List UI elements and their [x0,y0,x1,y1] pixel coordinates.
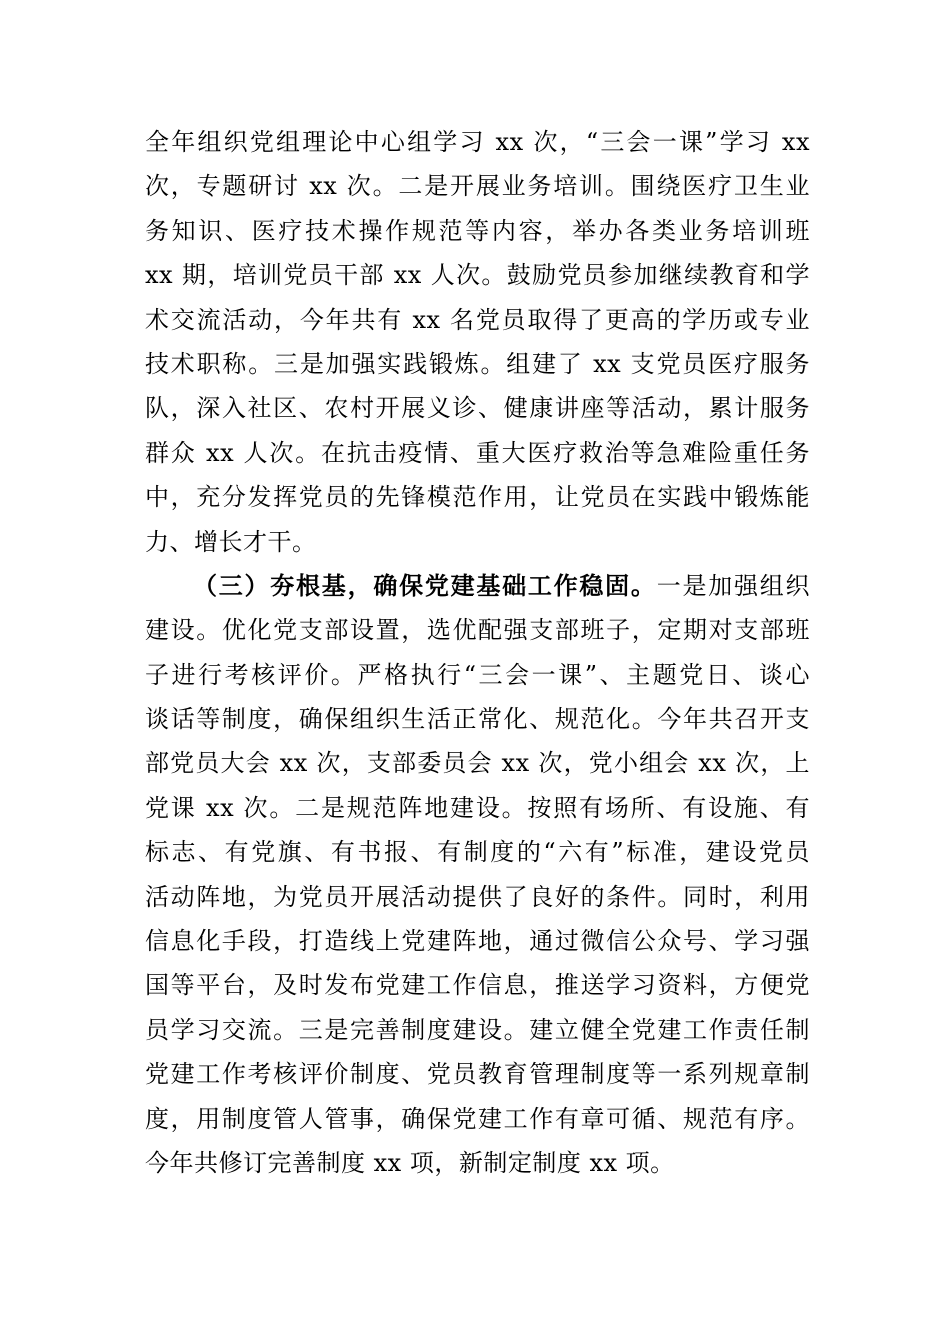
text-line: 中，充分发挥党员的先锋模范作用，让党员在实践中锻炼能 [145,483,810,512]
text-line: 谈话等制度，确保组织生活正常化、规范化。今年共召开支 [145,705,810,734]
body-text [145,120,810,1185]
section-heading-line [145,564,810,608]
text-line: 子进行考核评价。严格执行“三会一课”、主题党日、谈心 [145,660,810,689]
text-run: 一是加强组织 [656,571,811,600]
text-line: 群众 xx 人次。在抗击疫情、重大医疗救治等急难险重任务 [145,438,810,467]
text-line: 全年组织党组理论中心组学习 xx 次，“三会一课”学习 xx [145,128,810,156]
text-line: 部党员大会 xx 次，支部委员会 xx 次，党小组会 xx 次，上 [145,749,810,778]
text-line: 党课 xx 次。二是规范阵地建设。按照有场所、有设施、有 [145,793,810,822]
text-line: 力、增长才干。 [145,527,317,556]
text-line: 务知识、医疗技术操作规范等内容，举办各类业务培训班 [145,216,810,245]
section-heading: （三）夯根基，确保党建基础工作稳固。 [193,570,657,600]
text-line: 次，专题研讨 xx 次。二是开展业务培训。围绕医疗卫生业 [145,172,810,201]
paragraph-foundation [145,564,810,1185]
text-line: xx 期，培训党员干部 xx 人次。鼓励党员参加继续教育和学 [145,261,810,290]
text-line: 员学习交流。三是完善制度建设。建立健全党建工作责任制 [145,1015,810,1044]
text-line: 国等平台，及时发布党建工作信息，推送学习资料，方便党 [145,971,810,1000]
text-line: 度，用制度管人管事，确保党建工作有章可循、规范有序。 [145,1104,810,1133]
paragraph-training [145,120,810,564]
text-line: 党建工作考核评价制度、党员教育管理制度等一系列规章制 [145,1060,810,1089]
text-line: 标志、有党旗、有书报、有制度的“六有”标准，建设党员 [145,838,810,867]
text-line: 信息化手段，打造线上党建阵地，通过微信公众号、学习强 [145,927,810,956]
text-line: 队，深入社区、农村开展义诊、健康讲座等活动，累计服务 [145,394,810,423]
text-line: 活动阵地，为党员开展活动提供了良好的条件。同时，利用 [145,882,810,911]
text-line: 技术职称。三是加强实践锻炼。组建了 xx 支党员医疗服务 [145,349,810,378]
text-line: 建设。优化党支部设置，选优配强支部班子，定期对支部班 [145,616,810,645]
text-line: 今年共修订完善制度 xx 项，新制定制度 xx 项。 [145,1148,675,1177]
text-line: 术交流活动，今年共有 xx 名党员取得了更高的学历或专业 [145,305,810,334]
